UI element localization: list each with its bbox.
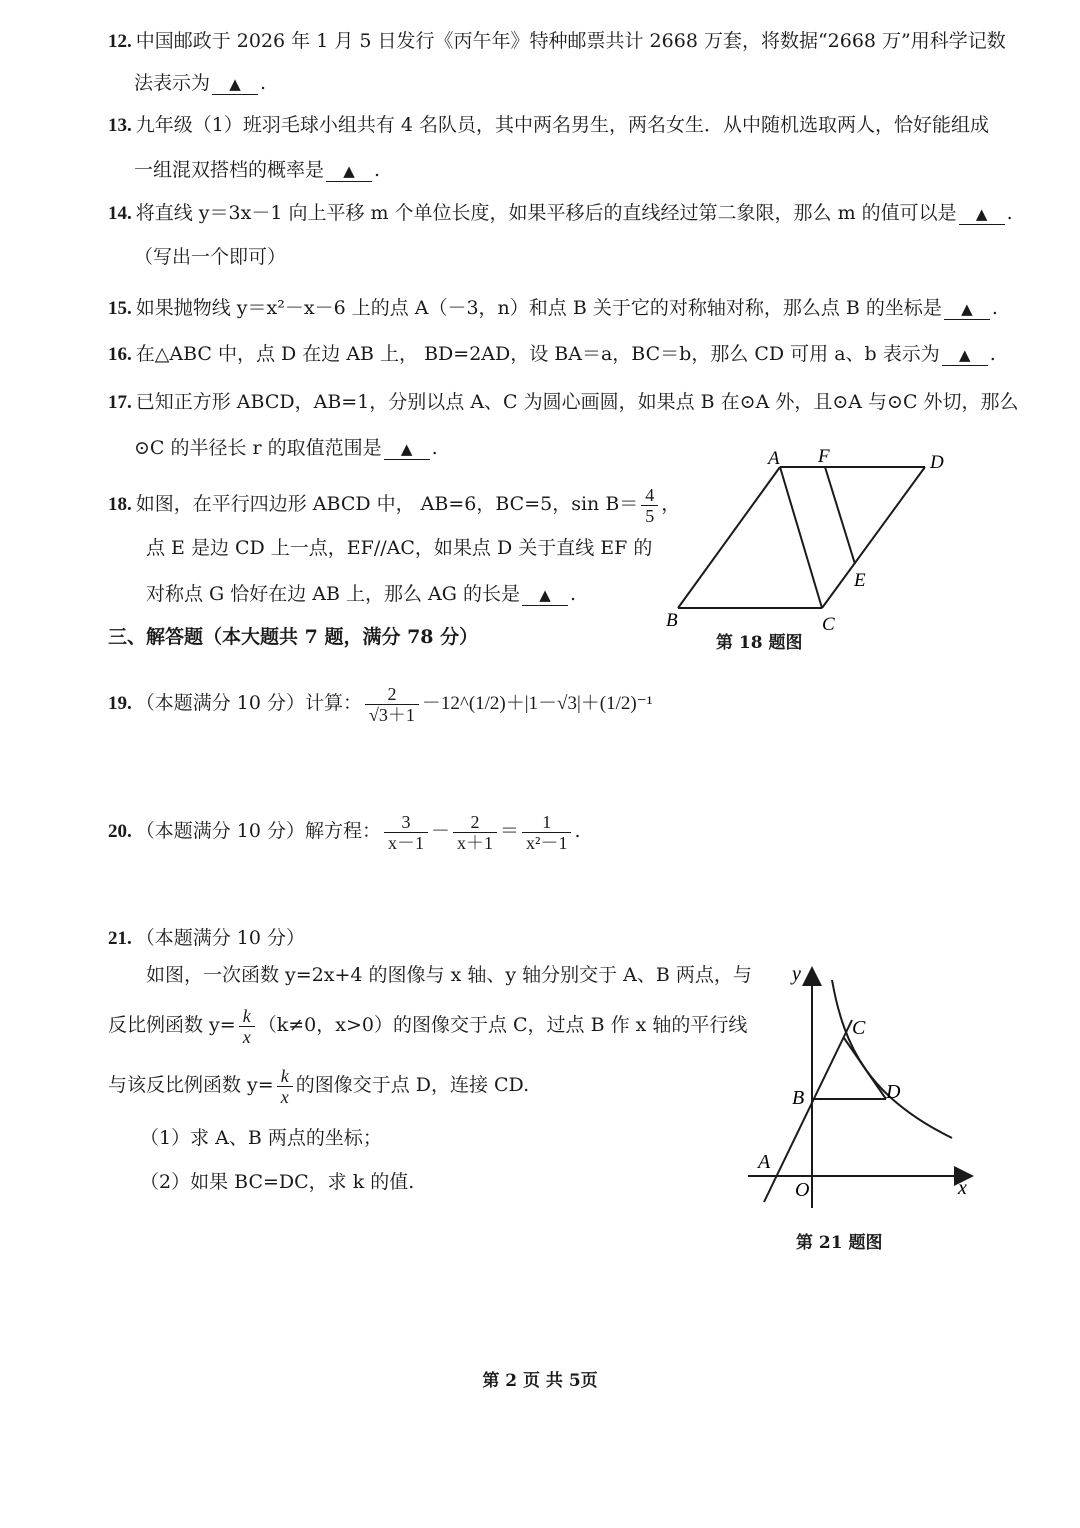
q18-line2 <box>146 536 652 560</box>
q18-comma: ， <box>661 493 681 515</box>
label-d: D <box>930 452 944 473</box>
k-numerator: k <box>280 1065 289 1086</box>
blank-triangle-icon: ▲ <box>961 300 973 318</box>
answer-blank <box>959 203 1005 225</box>
q21-number: 21. <box>108 928 132 949</box>
q16-number: 16. <box>108 344 132 365</box>
x-denominator: x <box>239 1026 255 1047</box>
q21-text-2a: 反比例函数 y= <box>108 1014 236 1036</box>
blank-triangle-icon: ▲ <box>539 586 551 604</box>
hyperbola-curve <box>832 980 952 1138</box>
segment-cd <box>844 1038 886 1099</box>
q18-text-3: 对称点 G 恰好在边 AB 上，那么 AG 的长是 <box>146 583 520 605</box>
q18-text: 如图，在平行四边形 ABCD 中， AB=6，BC=5，sin B＝ <box>135 493 639 515</box>
figure-21-graph <box>740 958 980 1218</box>
q20-f3-numerator: 1 <box>542 811 552 832</box>
q12-number: 12. <box>108 31 132 52</box>
section-3-heading: 三、解答题（本大题共 7 题，满分 78 分） <box>108 626 479 648</box>
sin-fraction <box>641 485 658 526</box>
q16-text: 在△ABC 中，点 D 在边 AB 上， BD=2AD，设 BA＝a，BC＝b，那么 CD 可用 a、b 表示为 <box>135 343 940 365</box>
edge-ab <box>678 467 780 608</box>
q19-fraction <box>365 684 419 725</box>
q21-para-line2 <box>108 1002 747 1048</box>
blank-triangle-icon: ▲ <box>958 346 971 364</box>
answer-blank <box>522 584 568 606</box>
label-x-axis: x <box>958 1177 967 1199</box>
q20-minus: － <box>431 820 451 842</box>
label-c: C <box>852 1017 866 1039</box>
sin-denominator: 5 <box>641 505 658 526</box>
figure-18-parallelogram <box>660 440 960 640</box>
q21-heading: （本题满分 10 分） <box>135 927 306 949</box>
q21-kx-fraction-2 <box>277 1066 293 1107</box>
q20-fraction-1 <box>384 812 428 853</box>
q15-period: . <box>991 297 998 319</box>
q14-text: 将直线 y＝3x－1 向上平移 m 个单位长度，如果平移后的直线经过第二象限，那么 m 的值可以是 <box>135 202 957 224</box>
q12-line1 <box>108 29 1006 54</box>
label-a: A <box>758 1151 771 1173</box>
q21-kx-fraction-1 <box>239 1006 255 1047</box>
q12-text-2: 法表示为 <box>134 72 211 94</box>
q12-line2 <box>134 71 266 95</box>
q18-line3 <box>146 582 576 606</box>
q13-line2 <box>134 158 380 182</box>
q21-subquestion-1: （1）求 A、B 两点的坐标； <box>140 1127 382 1149</box>
linear-function-line <box>764 1020 852 1202</box>
answer-blank <box>212 73 258 95</box>
q17-period: . <box>431 437 438 459</box>
label-a: A <box>768 448 780 469</box>
q16-period: . <box>989 343 996 365</box>
q19-heading: （本题满分 10 分）计算： <box>135 692 363 714</box>
q14-number: 14. <box>108 203 132 224</box>
label-f: F <box>818 446 830 467</box>
q14-line1 <box>108 201 1013 226</box>
x-denominator: x <box>277 1086 293 1107</box>
edge-cd <box>822 467 925 608</box>
q12-period: . <box>260 72 267 94</box>
blank-triangle-icon: ▲ <box>400 440 413 458</box>
q17-number: 17. <box>108 392 132 413</box>
q20-period: . <box>574 820 581 842</box>
q17-line2 <box>134 436 438 460</box>
q17-text: 已知正方形 ABCD，AB=1，分别以点 A、C 为圆心画圆，如果点 B 在⊙A 外，且⊙A 与⊙C 外切，那么 <box>135 391 1019 413</box>
q13-number: 13. <box>108 115 132 136</box>
q19-denominator: √3＋1 <box>365 704 419 725</box>
q20-f1-denominator: x－1 <box>384 832 428 853</box>
label-origin: O <box>795 1179 810 1201</box>
q13-text-2: 一组混双搭档的概率是 <box>134 159 325 181</box>
q19-numerator: 2 <box>387 683 397 704</box>
q15-text: 如果抛物线 y＝x²－x－6 上的点 A（－3，n）和点 B 关于它的对称轴对称，那么点 B 的坐标是 <box>135 297 942 319</box>
q17-line1 <box>108 390 1019 415</box>
q20-fraction-2 <box>453 812 497 853</box>
page-footer: 第 2 页 共 5页 <box>482 1371 598 1391</box>
q18-line1 <box>108 482 680 527</box>
q18-period: . <box>570 583 577 605</box>
q15-line1 <box>108 296 998 321</box>
q21-heading-line <box>108 926 305 951</box>
q20-f2-denominator: x＋1 <box>453 832 497 853</box>
q20-equals: ＝ <box>500 820 520 842</box>
k-numerator: k <box>242 1005 251 1026</box>
q15-number: 15. <box>108 298 132 319</box>
label-d: D <box>886 1081 901 1103</box>
q12-text: 中国邮政于 2026 年 1 月 5 日发行《丙午年》特种邮票共计 2668 万套，将数据“2668 万”用科学记数 <box>135 30 1006 52</box>
q20-fraction-3 <box>522 812 571 853</box>
q21-para-line3 <box>108 1062 529 1108</box>
q21-text-3b: 的图像交于点 D，连接 CD. <box>295 1074 530 1096</box>
blank-triangle-icon: ▲ <box>343 162 355 180</box>
diagonal-ac <box>780 467 822 608</box>
answer-blank <box>944 298 990 320</box>
q17-text-2: ⊙C 的半径长 r 的取值范围是 <box>134 437 382 459</box>
q13-line1 <box>108 113 989 138</box>
q14-line2 <box>134 245 286 269</box>
label-b: B <box>792 1087 805 1109</box>
figure-18-caption: 第 18 题图 <box>716 633 803 653</box>
q14-period: . <box>1006 202 1013 224</box>
q18-number: 18. <box>108 494 132 515</box>
figure-21-caption: 第 21 题图 <box>796 1233 883 1253</box>
label-b: B <box>666 610 678 631</box>
sin-numerator: 4 <box>645 484 655 505</box>
q16-line1 <box>108 342 996 367</box>
label-y-axis: y <box>792 963 801 985</box>
q19-number: 19. <box>108 693 132 714</box>
blank-triangle-icon: ▲ <box>975 205 988 223</box>
answer-blank <box>942 344 988 366</box>
q13-period: . <box>374 159 381 181</box>
q20-number: 20. <box>108 821 132 842</box>
q20-heading: （本题满分 10 分）解方程： <box>135 820 382 842</box>
segment-ef <box>825 467 855 564</box>
blank-triangle-icon: ▲ <box>229 75 241 93</box>
answer-blank <box>326 160 372 182</box>
q20-f1-numerator: 3 <box>401 811 411 832</box>
q20-f3-denominator: x²－1 <box>522 832 571 853</box>
q21-text-3a: 与该反比例函数 y= <box>108 1074 274 1096</box>
q21-subquestion-2: （2）如果 BC=DC，求 k 的值. <box>140 1171 415 1193</box>
label-c: C <box>822 614 835 635</box>
q20-line <box>108 808 581 855</box>
q20-f2-numerator: 2 <box>470 811 480 832</box>
q13-text: 九年级（1）班羽毛球小组共有 4 名队员，其中两名男生，两名女生．从中随机选取两人，恰好能组成 <box>135 114 990 136</box>
q19-line <box>108 680 652 727</box>
answer-blank <box>384 438 430 460</box>
q21-para-line1 <box>146 963 752 987</box>
q18-text-2: 点 E 是边 CD 上一点，EF//AC，如果点 D 关于直线 EF 的 <box>146 537 653 559</box>
label-e: E <box>854 570 866 591</box>
q14-text-2: （写出一个即可） <box>134 246 287 268</box>
q21-text-1: 如图，一次函数 y=2x+4 的图像与 x 轴、y 轴分别交于 A、B 两点，与 <box>146 964 752 986</box>
q19-expression: －12^(1/2)＋|1－√3|＋(1/2)⁻¹ <box>421 693 653 714</box>
q21-text-2b: （k≠0，x>0）的图像交于点 C，过点 B 作 x 轴的平行线 <box>257 1014 748 1036</box>
